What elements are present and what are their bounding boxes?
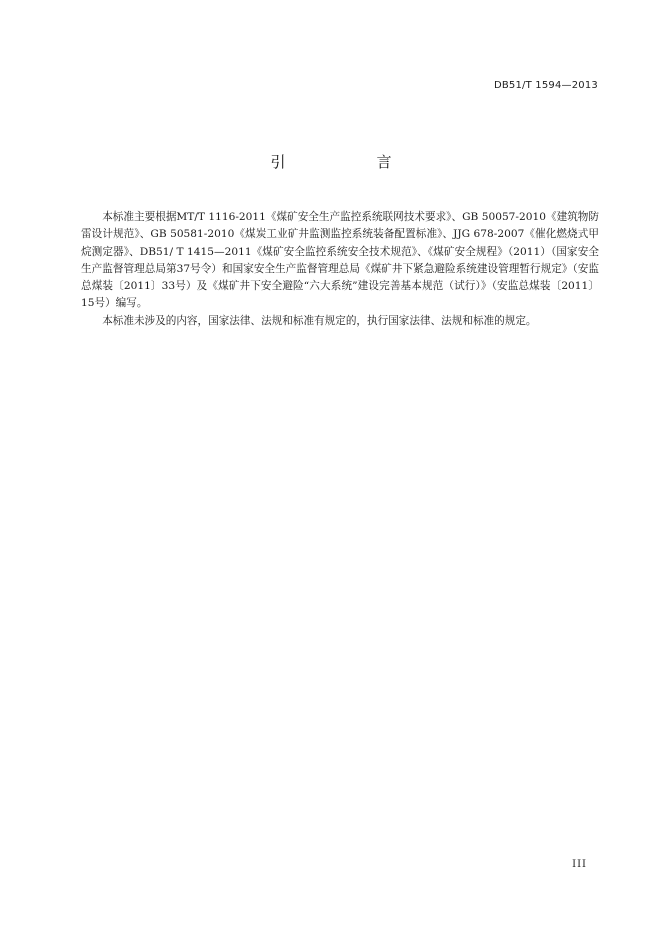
standard-code: DB51/T 1594—2013: [493, 80, 598, 91]
introduction-paragraph-1: 本标准主要根据MT/T 1116-2011《煤矿安全生产监控系统联网技术要求》、GB 50057-2010《建筑物防雷设计规范》、GB 50581-2010《煤炭工业矿井监测监控系统装备配置标准》、JJG 678-2007《催化燃烧式甲烷测定器》、DB51/ T 1415—2011《煤矿安全监控系统安全技术规范》、《煤矿安全规程》（2011）（国家安全生产监督管理总局第37号令）和国家安全生产监督管理总局《煤矿井下紧急避险系统建设管理暂行规定》（安监总煤装〔2011〕33号）及《煤矿井下安全避险“六大系统”建设完善基本规范（试行）》（安监总煤装〔2011〕15号）编写。: [81, 211, 599, 310]
page-number: III: [572, 859, 587, 870]
introduction-body: [81, 209, 599, 330]
page-title: 引 言: [270, 153, 430, 171]
introduction-paragraph-2: 本标准未涉及的内容，国家法律、法规和标准有规定的，执行国家法律、法规和标准的规定。: [102, 314, 537, 327]
